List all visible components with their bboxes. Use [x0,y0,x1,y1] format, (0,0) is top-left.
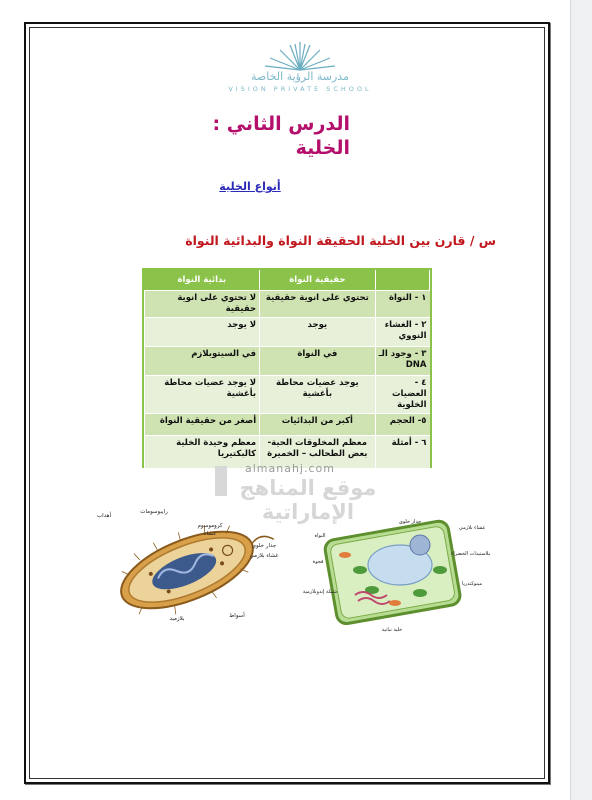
bacteria-label: غشاء [203,531,217,537]
plant-cell-label: جدار خلوي [398,519,422,525]
prokaryote-cell: لا يوجد [145,318,260,347]
lesson-title-line1: الدرس الثاني : [212,113,350,135]
logo-arabic-name: مدرسة الرؤية الخاصة [251,70,349,83]
school-logo [210,40,390,100]
table-row [145,347,430,376]
bacteria-label: أسواط [229,613,245,619]
row-label: ٥- الحجم [375,414,429,436]
plant-cell-label: فجوة [312,559,324,565]
question-text: س / قارن بين الخلية الحقيقة النواة والبدائية النواة [185,233,496,248]
bacteria-label: رايبوسومات [140,509,168,515]
lesson-title-line2: الخلية [295,137,350,159]
prokaryote-cell: معظم وحيدة الخلية كالبكتيريا [145,436,260,468]
plant-cell-label: خلية نباتية [381,627,403,633]
plant-cell-diagram [300,515,490,635]
plant-cell-label: شبكة إندوبلازمية [302,589,338,595]
watermark-block-icon [215,466,227,496]
row-label: ٦ - أمثلة [375,436,429,468]
table-row [145,318,430,347]
plant-cell-label: غشاء بلازمي [458,525,486,531]
plant-cell-label: النواة [314,533,326,539]
table-row [145,376,430,414]
watermark-arabic: موقع المناهج الإماراتية [239,476,377,524]
bacteria-label: غشاء بلازمي [249,553,279,559]
lesson-title [160,112,350,160]
row-label: ٣ - وجود الـ DNA [375,347,429,376]
table-header-cell: بدائية النواة [145,270,260,291]
bacteria-label: بلازميد [169,616,185,622]
table-row [145,291,430,318]
eukaryote-cell: يوجد [260,318,375,347]
bacteria-diagram [92,505,282,625]
bacteria-label: أهداب [96,513,112,519]
plant-cell-icon [300,515,490,635]
prokaryote-cell: في السيتوبلازم [145,347,260,376]
starburst-icon [210,40,390,74]
prokaryote-cell: أصغر من حقيقية النواة [145,414,260,436]
row-label: ١ - النواة [375,291,429,318]
watermark-url: almanahj.com [245,462,335,475]
logo-english-name: VISION PRIVATE SCHOOL [228,85,372,93]
plant-cell-label: البلاستيدات الخضراء [451,551,490,557]
eukaryote-cell: معظم المخلوقات الحية- بعض الطحالب – الخميرة [260,436,375,468]
table-header-row [145,270,430,291]
eukaryote-cell: تحتوي على انوية حقيقية [260,291,375,318]
row-label: ٤ - العضيات الخلوية [375,376,429,414]
prokaryote-cell: لا يوجد عضيات محاطة بأغشية [145,376,260,414]
eukaryote-cell: أكبر من البدائيات [260,414,375,436]
section-heading: أنواع الخلية [219,180,281,193]
viewer-scroll-gutter[interactable] [570,0,592,800]
prokaryote-cell: لا تحتوي على انوية حقيقية [145,291,260,318]
row-label: ٢ - الغشاء النووي [375,318,429,347]
bacteria-label: كروموسوم [197,523,223,529]
eukaryote-cell: يوجد عضيات محاطة بأغشية [260,376,375,414]
table-header-cell: حقيقية النواة [260,270,375,291]
eukaryote-cell: في النواة [260,347,375,376]
comparison-table [142,268,432,468]
table-header-cell [375,270,429,291]
table-row [145,414,430,436]
plant-cell-label: ميتوكندريا [461,581,483,587]
comparison-table-grid [144,270,430,468]
bacteria-label: جدار خلوي [251,543,277,549]
bacteria-cell-icon [92,505,282,625]
